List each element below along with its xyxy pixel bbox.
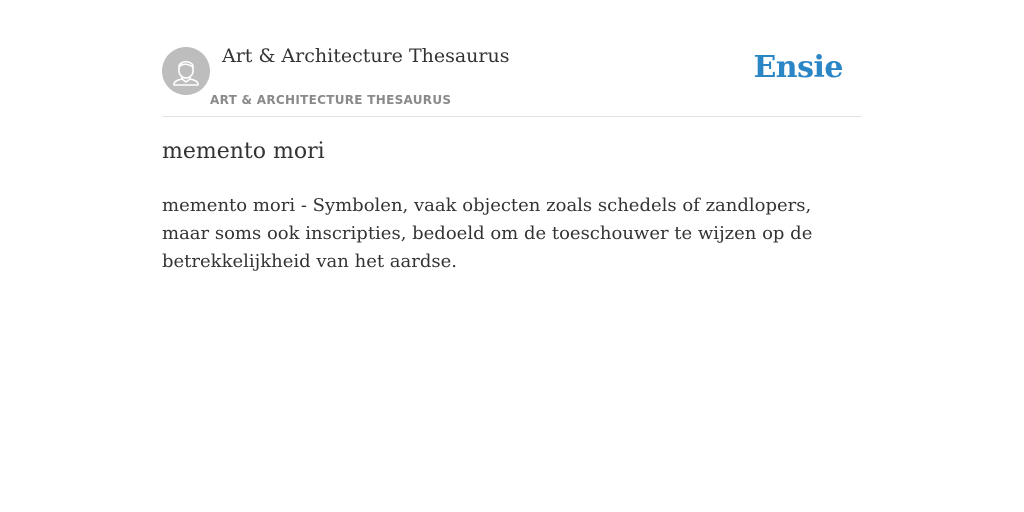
source-subtitle[interactable]: ART & ARCHITECTURE THESAURUS <box>210 93 452 107</box>
brand-logo[interactable]: Ensie <box>753 50 843 85</box>
user-icon <box>162 47 210 95</box>
entry-term: memento mori <box>162 139 325 164</box>
source-title[interactable]: Art & Architecture Thesaurus <box>222 45 510 67</box>
header <box>162 0 862 117</box>
entry-definition: memento mori - Symbolen, vaak objecten zoals schedels of zandlopers, maar soms ook inscripties, bedoeld om de toeschouwer te wijzen op de betrekkelijkheid van het aardse. <box>162 195 813 272</box>
avatar[interactable] <box>162 47 210 95</box>
